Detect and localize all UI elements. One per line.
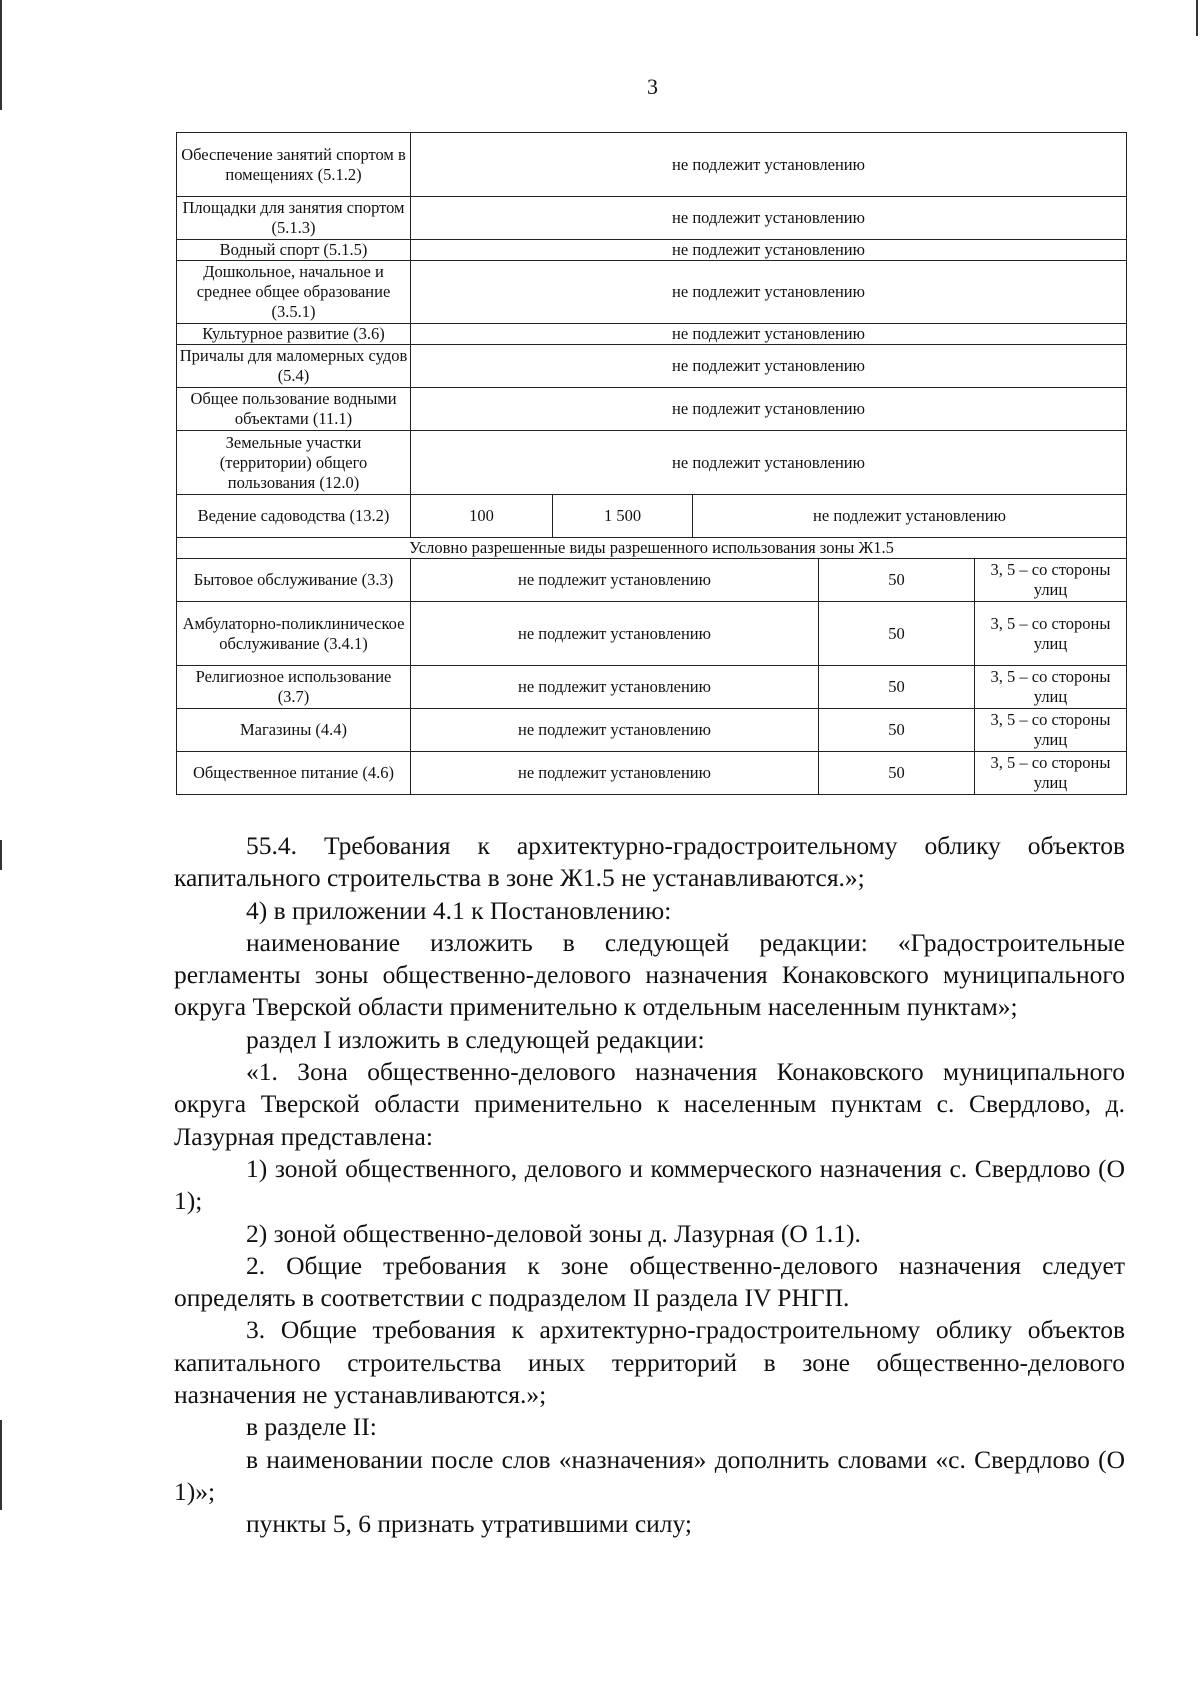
coverage-percent-cell: 50 xyxy=(819,752,975,795)
paragraph-section-1-item-2: 2. Общие требования к зоне общественно-делового назначения следует определять в соответствии с подразделом II раздела IV РНГП. xyxy=(174,1250,1125,1313)
table-row xyxy=(177,666,1127,709)
table-row xyxy=(177,559,1127,602)
table-row xyxy=(177,345,1127,388)
table-row xyxy=(177,431,1127,495)
use-type-cell: Магазины (4.4) xyxy=(177,709,411,752)
use-type-cell: Общее пользование водными объектами (11.1) xyxy=(177,388,411,431)
setback-cell: 3, 5 – со стороны улиц xyxy=(975,709,1127,752)
table-section-header xyxy=(177,538,1127,559)
parameter-cell: не подлежит установлению xyxy=(411,431,1127,495)
table-row xyxy=(177,602,1127,666)
use-type-cell: Бытовое обслуживание (3.3) xyxy=(177,559,411,602)
setback-cell: 3, 5 – со стороны улиц xyxy=(975,602,1127,666)
parameter-cell: не подлежит установлению xyxy=(411,388,1127,431)
page-number: 3 xyxy=(647,74,658,99)
document-body xyxy=(174,830,1125,1541)
coverage-percent-cell: 50 xyxy=(819,602,975,666)
paragraph-section-1-intro: раздел I изложить в следующей редакции: xyxy=(246,1024,705,1054)
parameter-cell: не подлежит установлению xyxy=(411,197,1127,240)
coverage-percent-cell: 50 xyxy=(819,709,975,752)
use-type-cell: Общественное питание (4.6) xyxy=(177,752,411,795)
paragraph-section-1-item-3: 3. Общие требования к архитектурно-градостроительному облику объектов капитального строительства иных территорий в зоне общественно-делового назначения не устанавливаются.»; xyxy=(174,1315,1125,1410)
use-type-cell: Дошкольное, начальное и среднее общее образование (3.5.1) xyxy=(177,261,411,324)
use-type-cell: Культурное развитие (3.6) xyxy=(177,324,411,345)
setback-cell: 3, 5 – со стороны улиц xyxy=(975,666,1127,709)
use-type-cell: Земельные участки (территории) общего пользования (12.0) xyxy=(177,431,411,495)
min-area-cell: 100 xyxy=(411,495,553,538)
parameter-cell: не подлежит установлению xyxy=(411,602,819,666)
paragraph-section-2-intro: в разделе II: xyxy=(246,1412,377,1442)
parameter-cell: не подлежит установлению xyxy=(411,240,1127,261)
use-type-cell: Амбулаторно-поликлиническое обслуживание (3.4.1) xyxy=(177,602,411,666)
parameter-cell: не подлежит установлению xyxy=(411,324,1127,345)
parameter-cell: не подлежит установлению xyxy=(693,495,1127,538)
parameter-cell: не подлежит установлению xyxy=(411,133,1127,197)
paragraph-section-1-item-1: «1. Зона общественно-делового назначения Конаковского муниципального округа Тверской области применительно к населенным пунктам с. Свердлово, д. Лазурная представлена: xyxy=(174,1057,1125,1151)
parameter-cell: не подлежит установлению xyxy=(411,709,819,752)
conditional-uses-header: Условно разрешенные виды разрешенного использования зоны Ж1.5 xyxy=(177,538,1127,559)
scan-edge-mark-bottom xyxy=(0,1420,2,1510)
table-row xyxy=(177,133,1127,197)
coverage-percent-cell: 50 xyxy=(819,559,975,602)
parameter-cell: не подлежит установлению xyxy=(411,666,819,709)
parameter-cell: не подлежит установлению xyxy=(411,559,819,602)
use-type-cell: Ведение садоводства (13.2) xyxy=(177,495,411,538)
table-row xyxy=(177,752,1127,795)
parameter-cell: не подлежит установлению xyxy=(411,752,819,795)
use-type-cell: Причалы для маломерных судов (5.4) xyxy=(177,345,411,388)
setback-cell: 3, 5 – со стороны улиц xyxy=(975,752,1127,795)
paragraph-section-2-title: в наименовании после слов «назначения» дополнить словами «с. Свердлово (О 1)»; xyxy=(174,1444,1125,1506)
table-row xyxy=(177,709,1127,752)
regulations-table xyxy=(176,132,1127,795)
paragraph-title-change: наименование изложить в следующей редакции: «Градостроительные регламенты зоны общественно-делового назначения Конаковского муниципального округа Тверской области применительно к отдельным населенным пунктам»; xyxy=(174,927,1125,1022)
table-row xyxy=(177,495,1127,538)
table-row xyxy=(177,197,1127,240)
paragraph-55-4: 55.4. Требования к архитектурно-градостроительному облику объектов капитального строительства в зоне Ж1.5 не устанавливаются.»; xyxy=(174,831,1125,893)
paragraph-zone-o1-1: 2) зоной общественно-деловой зоны д. Лазурная (О 1.1). xyxy=(246,1218,861,1248)
paragraph-item-4: 4) в приложении 4.1 к Постановлению: xyxy=(246,895,672,925)
setback-cell: 3, 5 – со стороны улиц xyxy=(975,559,1127,602)
parameter-cell: не подлежит установлению xyxy=(411,261,1127,324)
use-type-cell: Площадки для занятия спортом (5.1.3) xyxy=(177,197,411,240)
use-type-cell: Религиозное использование (3.7) xyxy=(177,666,411,709)
parameter-cell: не подлежит установлению xyxy=(411,345,1127,388)
use-type-cell: Обеспечение занятий спортом в помещениях (5.1.2) xyxy=(177,133,411,197)
paragraph-zone-o1: 1) зоной общественного, делового и коммерческого назначения с. Свердлово (О 1); xyxy=(174,1153,1125,1216)
scan-edge-mark-right xyxy=(1196,0,1198,36)
coverage-percent-cell: 50 xyxy=(819,666,975,709)
paragraph-points-5-6: пункты 5, 6 признать утратившими силу; xyxy=(246,1509,693,1539)
table-row xyxy=(177,388,1127,431)
table-row xyxy=(177,324,1127,345)
table-row xyxy=(177,261,1127,324)
use-type-cell: Водный спорт (5.1.5) xyxy=(177,240,411,261)
max-area-cell: 1 500 xyxy=(553,495,693,538)
scan-edge-mark-middle xyxy=(0,840,2,870)
table-row xyxy=(177,240,1127,261)
